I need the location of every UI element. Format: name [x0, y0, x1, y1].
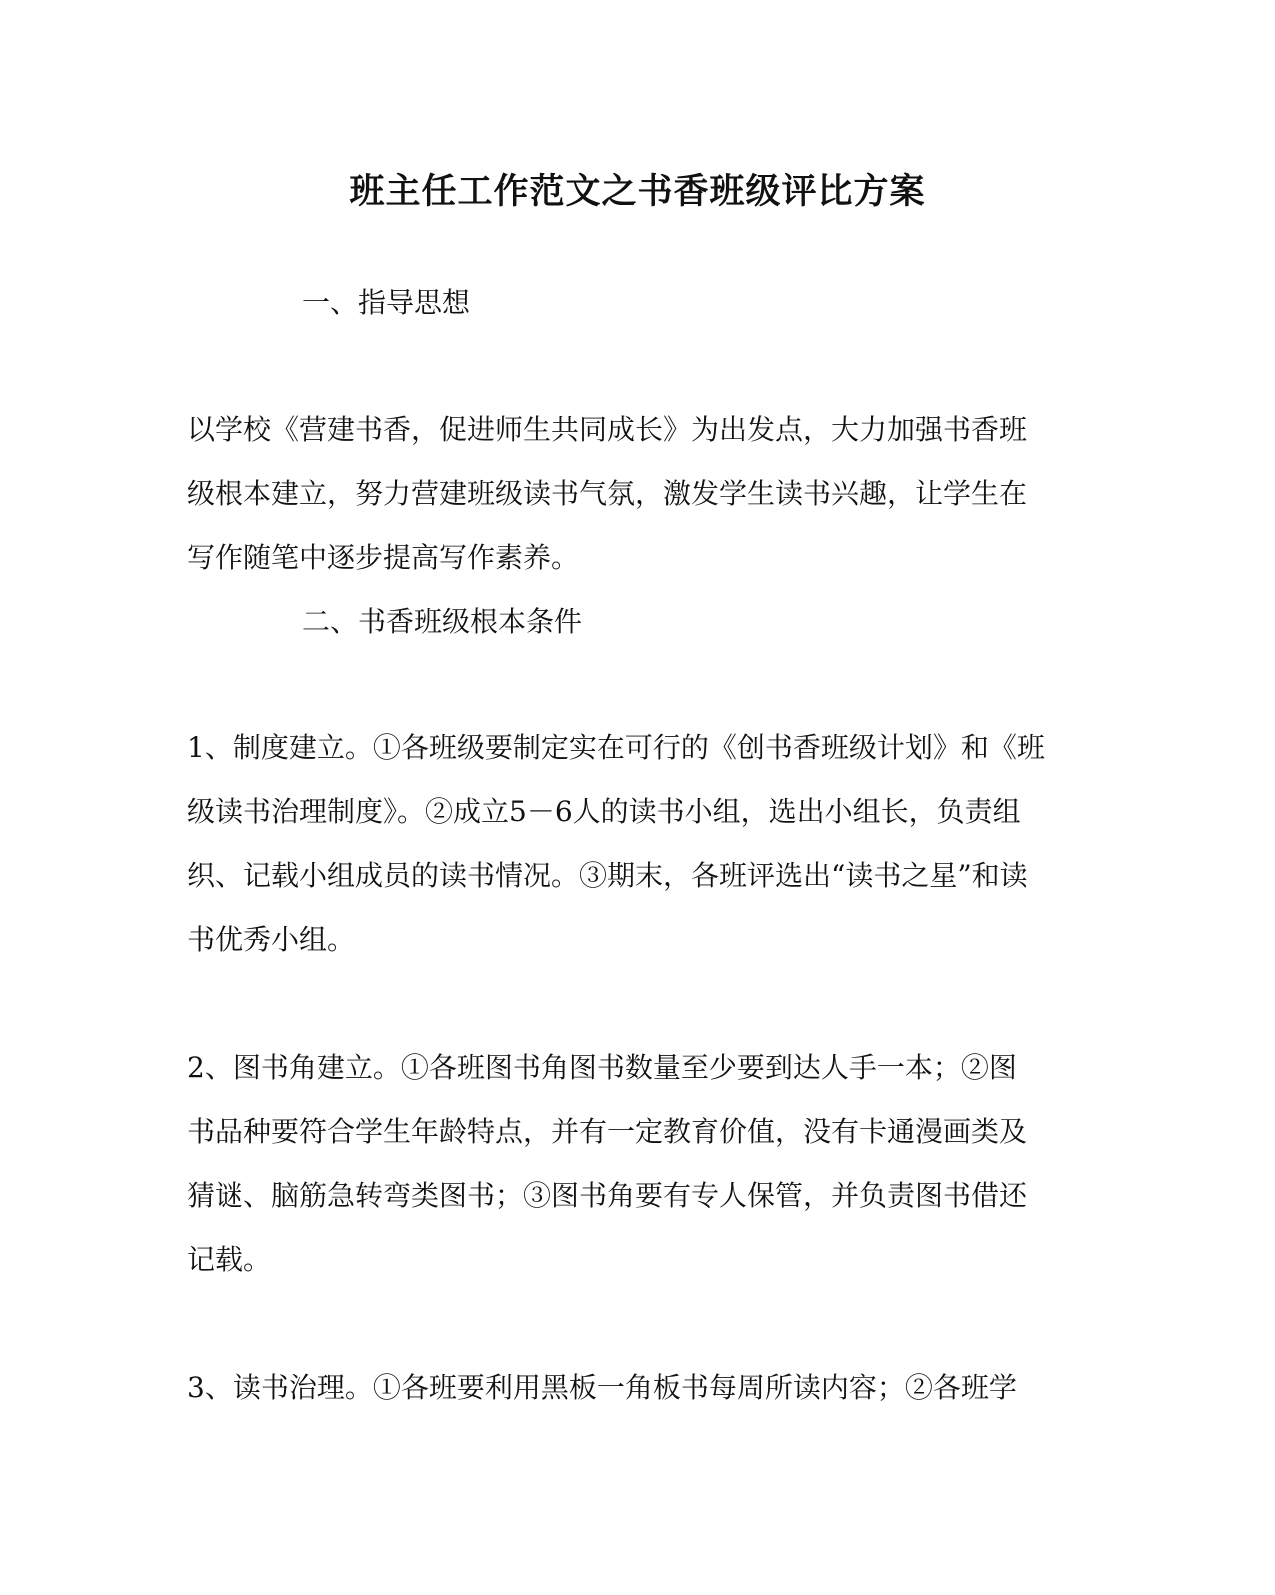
paragraph-line: 1、制度建立。①各班级要制定实在可行的《创书香班级计划》和《班 — [187, 731, 1045, 764]
paragraph-item-1 — [187, 716, 1087, 972]
paragraph-line: 织、记载小组成员的读书情况。③期末，各班评选出“读书之星”和读 — [187, 859, 1028, 892]
page-title: 班主任工作范文之书香班级评比方案 — [349, 171, 926, 212]
paragraph-line: 以学校《营建书香，促进师生共同成长》为出发点，大力加强书香班 — [187, 413, 1028, 446]
paragraph-line: 2、图书角建立。①各班图书角图书数量至少要到达人手一本；②图 — [187, 1051, 1017, 1084]
section-heading-basic-conditions: 二、书香班级根本条件 — [302, 605, 583, 638]
paragraph-line: 3、读书治理。①各班要利用黑板一角板书每周所读内容；②各班学 — [187, 1371, 1017, 1404]
paragraph-line: 记载。 — [187, 1243, 272, 1276]
paragraph-line: 猜谜、脑筋急转弯类图书；③图书角要有专人保管，并负责图书借还 — [187, 1179, 1028, 1212]
paragraph-item-2 — [187, 1036, 1087, 1292]
paragraph-guiding-thought — [187, 398, 1087, 590]
section-heading-guiding-thought: 一、指导思想 — [302, 286, 471, 319]
paragraph-line: 级读书治理制度》。②成立5－6人的读书小组，选出小组长，负责组 — [187, 795, 1021, 828]
paragraph-line: 级根本建立，努力营建班级读书气氛，激发学生读书兴趣，让学生在 — [187, 477, 1028, 510]
paragraph-line: 书品种要符合学生年龄特点，并有一定教育价值，没有卡通漫画类及 — [187, 1115, 1028, 1148]
paragraph-line: 书优秀小组。 — [187, 923, 356, 956]
paragraph-item-3 — [187, 1356, 1087, 1420]
paragraph-line: 写作随笔中逐步提高写作素养。 — [187, 541, 580, 574]
